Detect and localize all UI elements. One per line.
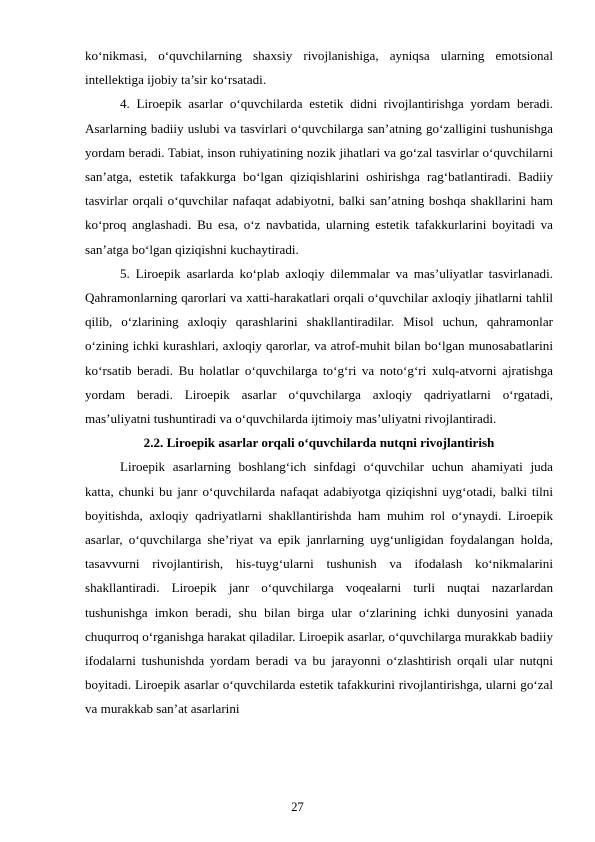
document-page	[85, 44, 553, 722]
section-paragraph: Liroepik asarlarning boshlang‘ich sinfdagi o‘quvchilar uchun ahamiyati juda katta, chunki bu janr o‘quvchilarda nafaqat adabiyotga qiziqishni uyg‘otadi, balki tilni boyitishda, axloqiy qadriyatlarni shakllantirishda ham muhim rol o‘ynaydi. Liroepik asarlar, o‘quvchilarga she’riyat va epik janrlarning uyg‘unligidan foydalangan holda, tasavvurni rivojlantirish, his-tuyg‘ularni tushunish va ifodalash ko‘nikmalarini shakllantiradi. Liroepik janr o‘quvchilarga voqealarni turli nuqtai nazarlardan tushunishga imkon beradi, shu bilan birga ular o‘zlarining ichki dunyosini yanada chuqurroq o‘rganishga harakat qiladilar. Liroepik asarlar, o‘quvchilarga murakkab badiiy ifodalarni tushunishda yordam beradi va bu jarayonni o‘zlashtirish orqali ular nutqni boyitadi. Liroepik asarlar o‘quvchilarda estetik tafakkurini rivojlantirishga, ularni go‘zal va murakkab san’at asarlarini	[85, 459, 553, 717]
page-number: 27	[291, 800, 304, 814]
paragraph-point-4: 4. Liroepik asarlar o‘quvchilarda estetik didni rivojlantirishga yordam beradi. Asarlarning badiiy uslubi va tasvirlari o‘quvchilarga san’atning go‘zalligini tushunishga yordam beradi. Tabiat, inson ruhiyatining nozik jihatlari va go‘zal tasvirlar o‘quvchilarni san’atga, estetik tafakkurga bo‘lgan qiziqishlarini oshirishga rag‘batlantiradi. Badiiy tasvirlar orqali o‘quvchilar nafaqat adabiyotni, balki san’atning boshqa shakllarini ham ko‘proq anglashadi. Bu esa, o‘z navbatida, ularning estetik tafakkurlarini boyitadi va san’atga bo‘lgan qiziqishni kuchaytiradi.	[85, 96, 553, 257]
paragraph-continuation: ko‘nikmasi, o‘quvchilarning shaxsiy rivojlanishiga, ayniqsa ularning emotsional intellektiga ijobiy ta’sir ko‘rsatadi.	[85, 48, 553, 88]
section-heading: 2.2. Liroepik asarlar orqali o‘quvchilarda nutqni rivojlantirish	[143, 435, 495, 451]
paragraph-point-5: 5. Liroepik asarlarda ko‘plab axloqiy dilemmalar va mas’uliyatlar tasvirlanadi. Qahramonlarning qarorlari va xatti-harakatlari orqali o‘quvchilar axloqiy jihatlarni tahlil qilib, o‘zlarining axloqiy qarashlarini shakllantiradilar. Misol uchun, qahramonlar o‘zining ichki kurashlari, axloqiy qarorlar, va atrof-muhit bilan bo‘lgan munosabatlarini ko‘rsatib beradi. Bu holatlar o‘quvchilarga to‘g‘ri va noto‘g‘ri xulq-atvorni ajratishga yordam beradi. Liroepik asarlar o‘quvchilarga axloqiy qadriyatlarni o‘rgatadi, mas’uliyatni tushuntiradi va o‘quvchilarda ijtimoiy mas’uliyatni rivojlantiradi.	[85, 265, 553, 427]
